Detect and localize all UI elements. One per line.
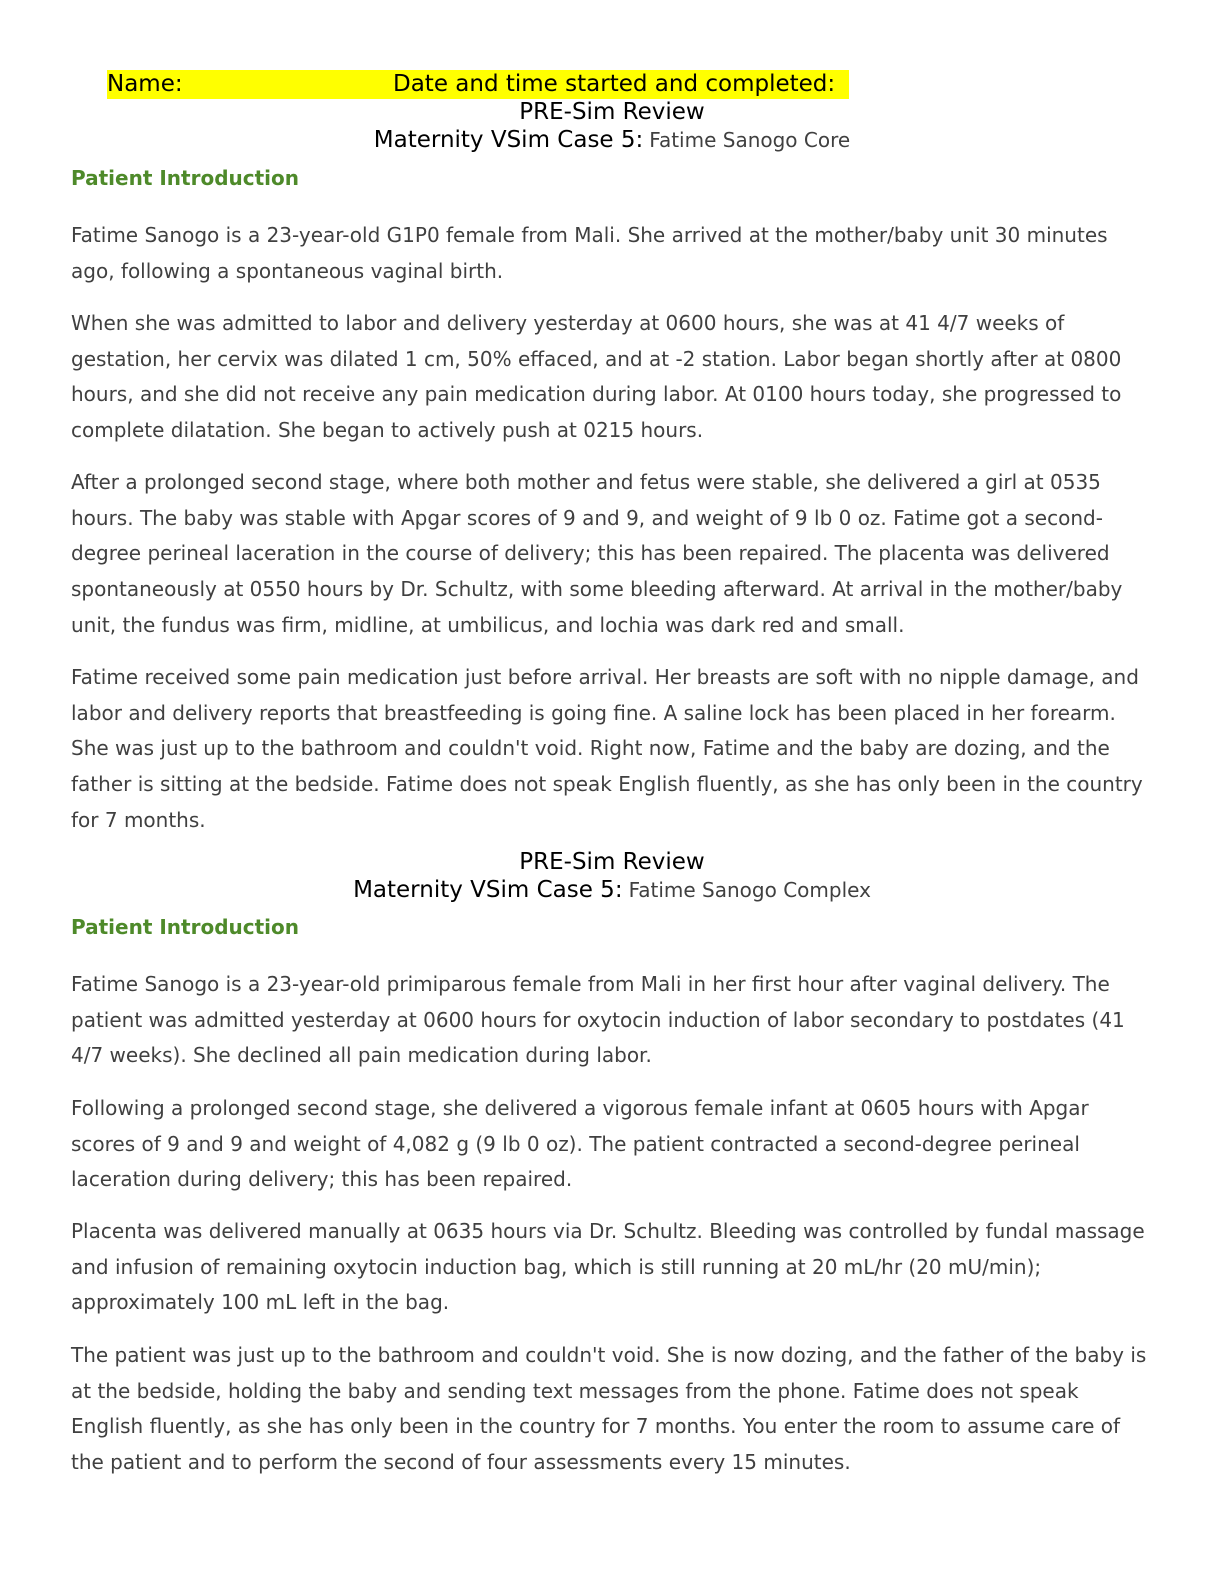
complex-paragraph-3: Placenta was delivered manually at 0635 hours via Dr. Schultz. Bleeding was controlled by fundal massage and infusion of remaining oxytocin induction bag, which is still running at 20 mL/hr (20 mU/min); approximately 100 mL left in the bag. [71,1219,1145,1315]
complex-paragraph-2: Following a prolonged second stage, she delivered a vigorous female infant at 0605 hours with Apgar scores of 9 and 9 and weight of 4,082 g (9 lb 0 oz). The patient contracted a second-degree perineal laceration during delivery; this has been repaired. [71,1096,1089,1192]
complex-paragraph-1: Fatime Sanogo is a 23-year-old primiparous female from Mali in her first hour after vaginal delivery. The patient was admitted yesterday at 0600 hours for oxytocin induction of labor secondary to postdates (41 4/7 weeks). She declined all pain medication during labor. [71,972,1125,1068]
name-label: Name: [107,71,183,97]
complex-case-name: Fatime Sanogo Complex [628,878,871,902]
complex-review-title: PRE-Sim Review [519,849,705,875]
core-paragraph-4: Fatime received some pain medication just before arrival. Her breasts are soft with no nipple damage, and labor and delivery reports that breastfeeding is going fine. A saline lock has been placed in her forearm. She was just up to the bathroom and couldn't void. Right now, Fatime and the baby are dozing, and the father is sitting at the bedside. Fatime does not speak English fluently, as she has only been in the country for 7 months. [71,665,1143,832]
name-date-highlight-bar [107,70,849,99]
core-case-prefix: Maternity VSim Case 5: [373,127,644,153]
core-paragraph-3: After a prolonged second stage, where both mother and fetus were stable, she delivered a girl at 0535 hours. The baby was stable with Apgar scores of 9 and 9, and weight of 9 lb 0 oz. Fatime got a second-degree perineal laceration in the course of delivery; this has been repaired. The placenta was delivered spontaneously at 0550 hours by Dr. Schultz, with some bleeding afterward. At arrival in the mother/baby unit, the fundus was firm, midline, at umbilicus, and lochia was dark red and small. [71,470,1123,637]
core-case-name: Fatime Sanogo Core [649,128,851,152]
complex-case-title [0,876,1224,904]
core-paragraph-1: Fatime Sanogo is a 23-year-old G1P0 female from Mali. She arrived at the mother/baby unit 30 minutes ago, following a spontaneous vaginal birth. [71,223,1108,283]
complex-section-heading: Patient Introduction [71,915,300,939]
complex-paragraph-4: The patient was just up to the bathroom and couldn't void. She is now dozing, and the father of the baby is at the bedside, holding the baby and sending text messages from the phone. Fatime does not speak English fluently, as she has only been in the country for 7 months. You enter the room to assume care of the patient and to perform the second of four assessments every 15 minutes. [71,1343,1147,1475]
core-case-title [0,126,1224,154]
core-paragraph-2: When she was admitted to labor and delivery yesterday at 0600 hours, she was at 41 4/7 weeks of gestation, her cervix was dilated 1 cm, 50% effaced, and at -2 station. Labor began shortly after at 0800 hours, and she did not receive any pain medication during labor. At 0100 hours today, she progressed to complete dilatation. She began to actively push at 0215 hours. [71,311,1122,443]
core-review-title: PRE-Sim Review [519,99,705,125]
core-section-heading: Patient Introduction [71,166,300,190]
complex-case-prefix: Maternity VSim Case 5: [353,877,623,903]
date-time-label: Date and time started and completed: [393,71,836,97]
